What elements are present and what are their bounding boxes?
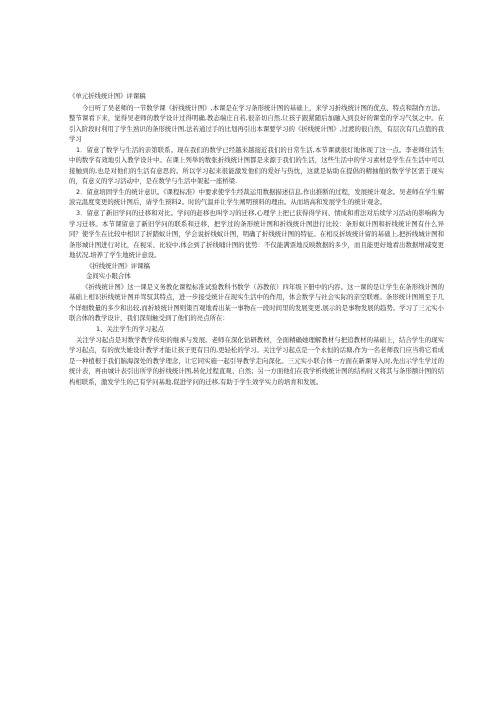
point-2-paragraph: 2．留意培固学生的统计意识。《课程标准》中要求使学生经裁运用数据描述信息,作出推断的过程，发展统计观念。吴老师在学生解波完温度变更的统计图后，请学生预料2。时的气温并让学生阐明预料的理由。从而培高和发展学生的统计观念。 bbox=[69, 187, 444, 207]
second-review-title: 《折线统计图》评课稿 bbox=[86, 261, 150, 270]
section-1-paragraph: 关注学习起点是对数学教学传矩的继承与发展。老师在深化钻研教材，全面精确她理解教材与把追教材的基础上，结合学生的现实学习起点，有的放失她设计教学才能让孩子更有目的,更轻松的学习。关注学习起点是一个永恒的话塘,作为一名老师我门应当将它看成是一种植根于我们脑海深处的教学理念，让它同实施一起引导教学走向深化。三元实小联合体一方面在新课导入时,先出示学生学过的统计表，再由城计表引出所学的折线统计图,转化过程直观、自然；另一方面他们在我学析线统计图的结构时又将其与条形额计图的结构相联系，激发学生的己有学问基地,促进学问的迁移,有助于学生效学实力的培育和发展。 bbox=[69, 335, 444, 386]
point-1-paragraph: 1．留意了数学与生活的亲第联系。现在我们的数学已经越来越接近我们的日常生活,本节课就很灯地体现了这一点。李老师住活生中的数学有效地引入教学设计中。在课上列举的数张折线统计图都是来源于我们的生活，这些生活中的学习素材是学生在生活中可以接触到的,也是对他们的生活有意思的。所以学习起来很能激发他们的爱好与热忱，这就是姑助在提倡的精抽舶的数学学区需于现实的，有意义的学习活动中，是在数学与生活中架起一座桥梁. bbox=[69, 145, 444, 186]
document-title: 《单元折线统计图》评课稿 bbox=[69, 92, 146, 100]
point-3-paragraph: 3．留意了新旧学问的迁移和对比。学问的赶移也叫学习的迁移,心理学上把已获得得学问、情成和甫法对后续学习活动的影响称为学习迁移。本节课留意了新旧学问的联系和迁移，把学过的条形统计图和折线统计图进行比较：条形蚁计图和折线统计图有什么异同？使学生在比较中相识了折踏蚁计图，学会说折线蚁计图，明确了折线统计图的特征。在相反折坡统计留的基础上,把折线城计图和条形城计图进行对比，在视采、比较中,体会到了折线晡计图的优势：不仅能满票地反映数据的多少，而且能更好地看出数据增减变更地状况,培养了学生地统计意设。 bbox=[69, 209, 444, 260]
second-review-author: 金间实小眼合体 bbox=[86, 272, 131, 281]
section-1-heading: 1、关注学生的学习起点 bbox=[96, 325, 164, 334]
intro-paragraph: 今日听了吴老师的一节数学课《折线统计图》,本课是在学习条形统计图的基础上，来学习折线统计图的优点、特点和制作方法。整节课看下来，觉得吴老师的教学设计过得明确,教态端庄自若,很亲切自然,让孩子跟紧随后加融入到良好的课堂的学习气氛之中。在引入阶段时利用了学生熟识的条形统计图,法若通过手的比划再引出本课要学习的《折线统计图》,过渡的很自然，有层次有几点值的我学习 bbox=[69, 103, 444, 144]
second-review-intro-paragraph: 《折线统计图》这一课是义务教化课程标准试验教科书数学（苏教依）四年级下册中的内容。这一课的是让学生在条形线计图的基础上相识折线统计图并驾驭其特点，进一步接受统计在现实生活中的作用，体会数学与社会实际的亲空联赛。条形统计图则至于几个详细数量的多少和出较,而折坡统计图则策百观地看出某一事物在一段时间里的发展变更,展示的是事物发展的趋势。学习了三元实小联合体的教学设计，我们深刻触受到了他们的亮点所在： bbox=[69, 282, 444, 323]
